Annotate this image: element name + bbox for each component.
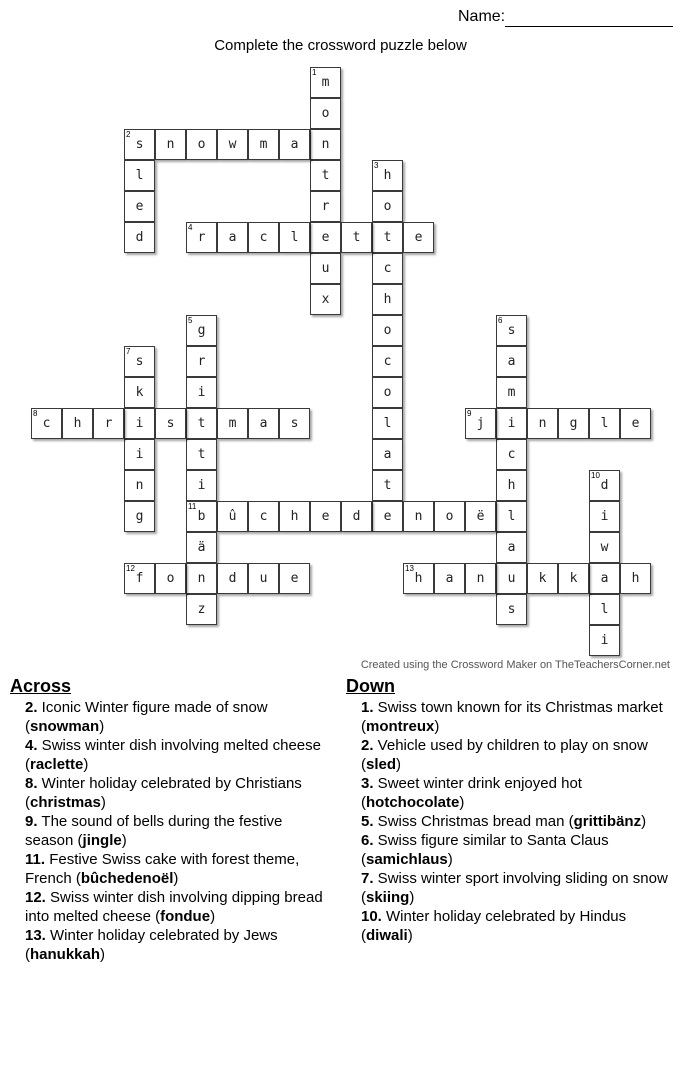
grid-cell[interactable] xyxy=(589,563,620,594)
cell-letter: m xyxy=(507,385,516,400)
clue-close: ) xyxy=(210,908,216,925)
grid-cell[interactable] xyxy=(279,563,310,594)
grid-cell[interactable] xyxy=(124,129,155,160)
grid-cell[interactable] xyxy=(124,222,155,253)
cell-letter: l xyxy=(383,416,392,431)
clue-item xyxy=(10,812,330,850)
cell-letter: o xyxy=(321,106,330,121)
grid-cell[interactable] xyxy=(124,470,155,501)
grid-cell[interactable] xyxy=(31,408,62,439)
grid-cell[interactable] xyxy=(248,222,279,253)
grid-cell[interactable] xyxy=(155,408,186,439)
grid-cell[interactable] xyxy=(186,594,217,625)
cell-letter: o xyxy=(166,571,175,586)
cell-letter: a xyxy=(228,230,237,245)
grid-cell[interactable] xyxy=(186,408,217,439)
cell-letter: t xyxy=(352,230,361,245)
grid-cell[interactable] xyxy=(186,563,217,594)
grid-cell[interactable] xyxy=(434,563,465,594)
across-heading: Across xyxy=(10,676,72,696)
cell-letter: c xyxy=(42,416,51,431)
clue-text: Winter holiday celebrated by Jews ( xyxy=(25,927,278,963)
clue-answer: raclette xyxy=(30,756,84,773)
grid-cell[interactable] xyxy=(403,222,434,253)
clue-answer: montreux xyxy=(366,718,435,735)
cell-letter: r xyxy=(104,416,113,431)
grid-cell[interactable] xyxy=(496,408,527,439)
clue-number: 11. xyxy=(25,851,46,868)
grid-cell[interactable] xyxy=(248,129,279,160)
grid-cell[interactable] xyxy=(372,253,403,284)
cell-letter: x xyxy=(321,292,330,307)
clue-text: Iconic Winter figure made of snow ( xyxy=(25,699,268,735)
clue-number: 13. xyxy=(25,927,46,944)
grid-cell[interactable] xyxy=(310,129,341,160)
clue-item xyxy=(10,736,330,774)
grid-cell[interactable] xyxy=(93,408,124,439)
cell-letter: s xyxy=(507,323,516,338)
cell-letter: i xyxy=(135,416,144,431)
clue-item xyxy=(346,698,676,736)
clue-item xyxy=(346,831,676,869)
clue-number: 12. xyxy=(25,889,46,906)
cell-letter: a xyxy=(445,571,454,586)
clue-text: Swiss winter sport involving sliding on snow ( xyxy=(361,870,668,906)
grid-cell[interactable] xyxy=(589,532,620,563)
cell-letter: n xyxy=(135,478,144,493)
grid-cell[interactable] xyxy=(217,563,248,594)
cell-letter: e xyxy=(321,509,330,524)
grid-cell[interactable] xyxy=(527,408,558,439)
cell-letter: l xyxy=(135,168,144,183)
cell-letter: t xyxy=(197,416,206,431)
cell-letter: h xyxy=(414,571,423,586)
clue-answer: snowman xyxy=(30,718,100,735)
cell-letter: o xyxy=(383,199,392,214)
clue-answer: bûchedenoël xyxy=(80,870,174,887)
cell-letter: e xyxy=(321,230,330,245)
grid-cell[interactable] xyxy=(558,563,589,594)
grid-cell[interactable] xyxy=(403,501,434,532)
grid-cell[interactable] xyxy=(248,501,279,532)
grid-cell[interactable] xyxy=(124,563,155,594)
cell-letter: h xyxy=(507,478,516,493)
grid-cell[interactable] xyxy=(496,470,527,501)
cell-letter: t xyxy=(383,230,392,245)
clue-text: Winter holiday celebrated by Christians ( xyxy=(25,775,302,811)
clue-text: Swiss winter dish involving dipping bread into melted cheese ( xyxy=(25,889,323,925)
grid-cell[interactable] xyxy=(186,532,217,563)
grid-cell[interactable] xyxy=(124,191,155,222)
grid-cell[interactable] xyxy=(496,315,527,346)
clue-number: 11 xyxy=(188,502,197,511)
cell-letter: n xyxy=(414,509,423,524)
grid-cell[interactable] xyxy=(279,129,310,160)
cell-letter: o xyxy=(197,137,206,152)
cell-letter: s xyxy=(135,354,144,369)
grid-cell[interactable] xyxy=(217,129,248,160)
grid-cell[interactable] xyxy=(372,439,403,470)
clue-text: Sweet winter drink enjoyed hot ( xyxy=(361,775,582,811)
clue-number: 7. xyxy=(361,870,374,887)
clue-item xyxy=(346,907,676,945)
cell-letter: o xyxy=(383,385,392,400)
cell-letter: n xyxy=(538,416,547,431)
cell-letter: g xyxy=(197,323,206,338)
grid-cell[interactable] xyxy=(589,470,620,501)
cell-letter: n xyxy=(476,571,485,586)
clue-answer: skiing xyxy=(366,889,410,906)
grid-cell[interactable] xyxy=(589,594,620,625)
cell-letter: c xyxy=(383,354,392,369)
grid-cell[interactable] xyxy=(155,129,186,160)
grid-cell[interactable] xyxy=(248,408,279,439)
cell-letter: f xyxy=(135,571,144,586)
cell-letter: s xyxy=(135,137,144,152)
clue-number: 8. xyxy=(25,775,38,792)
clue-close: ) xyxy=(447,851,453,868)
clue-number: 2. xyxy=(361,737,374,754)
grid-cell[interactable] xyxy=(310,160,341,191)
grid-cell[interactable] xyxy=(496,532,527,563)
cell-letter: h xyxy=(383,292,392,307)
grid-cell[interactable] xyxy=(341,222,372,253)
grid-cell[interactable] xyxy=(124,439,155,470)
clue-text: Swiss town known for its Christmas market ( xyxy=(361,699,663,735)
clue-answer: samichlaus xyxy=(366,851,448,868)
cell-letter: c xyxy=(259,230,268,245)
clue-item xyxy=(10,926,330,964)
clue-close: ) xyxy=(83,756,89,773)
grid-cell[interactable] xyxy=(310,67,341,98)
clue-close: ) xyxy=(173,870,179,887)
clue-close: ) xyxy=(99,718,105,735)
grid-cell[interactable] xyxy=(496,439,527,470)
grid-cell[interactable] xyxy=(372,222,403,253)
name-label: Name: xyxy=(458,8,506,25)
clue-item xyxy=(10,774,330,812)
clue-number: 12 xyxy=(126,564,135,573)
clue-number: 13 xyxy=(405,564,414,573)
cell-letter: s xyxy=(166,416,175,431)
grid-cell[interactable] xyxy=(589,408,620,439)
clue-item xyxy=(10,850,330,888)
clue-item xyxy=(346,736,676,774)
grid-cell[interactable] xyxy=(341,501,372,532)
across-clues xyxy=(10,676,330,964)
clue-number: 1. xyxy=(361,699,374,716)
grid-cell[interactable] xyxy=(186,315,217,346)
grid-cell[interactable] xyxy=(279,408,310,439)
cell-letter: i xyxy=(600,509,609,524)
grid-cell[interactable] xyxy=(465,408,496,439)
cell-letter: s xyxy=(507,602,516,617)
down-clue-list xyxy=(346,698,676,945)
clue-number: 4 xyxy=(188,223,193,232)
clue-number: 2. xyxy=(25,699,38,716)
clue-number: 2 xyxy=(126,130,131,139)
cell-letter: n xyxy=(321,137,330,152)
clue-number: 4. xyxy=(25,737,38,754)
clue-number: 9. xyxy=(25,813,38,830)
clue-text: Swiss figure similar to Santa Claus ( xyxy=(361,832,609,868)
cell-letter: w xyxy=(228,137,237,152)
instructions: Complete the crossword puzzle below xyxy=(214,37,467,54)
grid-cell[interactable] xyxy=(372,470,403,501)
clue-close: ) xyxy=(100,794,106,811)
grid-cell[interactable] xyxy=(186,346,217,377)
grid-cell[interactable] xyxy=(186,501,217,532)
clue-number: 6. xyxy=(361,832,374,849)
grid-cell[interactable] xyxy=(124,346,155,377)
cell-letter: u xyxy=(321,261,330,276)
cell-letter: k xyxy=(569,571,578,586)
credit-text: Created using the Crossword Maker on TheTeachersCorner.net xyxy=(360,659,670,671)
grid-cell[interactable] xyxy=(217,222,248,253)
grid-cell[interactable] xyxy=(310,191,341,222)
clue-answer: fondue xyxy=(160,908,211,925)
grid-cell[interactable] xyxy=(496,346,527,377)
clue-item xyxy=(10,888,330,926)
grid-cell[interactable] xyxy=(310,98,341,129)
cell-letter: j xyxy=(476,416,485,431)
clue-item xyxy=(346,869,676,907)
clue-close: ) xyxy=(396,756,402,773)
grid-cell[interactable] xyxy=(310,501,341,532)
cell-letter: e xyxy=(383,509,392,524)
cell-letter: m xyxy=(259,137,268,152)
clue-text: The sound of bells during the festive season ( xyxy=(25,813,283,849)
cell-letter: n xyxy=(197,571,206,586)
grid-cell[interactable] xyxy=(248,563,279,594)
grid-cell[interactable] xyxy=(372,191,403,222)
grid-cell[interactable] xyxy=(372,501,403,532)
cell-letter: o xyxy=(383,323,392,338)
clue-text: Winter holiday celebrated by Hindus ( xyxy=(361,908,627,944)
cell-letter: i xyxy=(600,633,609,648)
clue-item xyxy=(346,774,676,812)
grid-cell[interactable] xyxy=(310,253,341,284)
cell-letter: l xyxy=(600,602,609,617)
clue-number: 8 xyxy=(33,409,38,418)
cell-letter: g xyxy=(569,416,578,431)
grid-cell[interactable] xyxy=(217,408,248,439)
cell-letter: l xyxy=(507,509,516,524)
clue-text: Swiss winter dish involving melted cheese ( xyxy=(25,737,321,773)
clue-number: 9 xyxy=(467,409,472,418)
grid-cell[interactable] xyxy=(496,594,527,625)
cell-letter: a xyxy=(383,447,392,462)
grid-cell[interactable] xyxy=(310,284,341,315)
cell-letter: u xyxy=(259,571,268,586)
grid-cell[interactable] xyxy=(62,408,93,439)
grid-cell[interactable] xyxy=(496,501,527,532)
grid-cell[interactable] xyxy=(589,625,620,656)
cell-letter: t xyxy=(197,447,206,462)
clue-text: Swiss Christmas bread man ( xyxy=(373,813,574,830)
cell-letter: b xyxy=(197,509,206,524)
cell-letter: e xyxy=(414,230,423,245)
grid-cell[interactable] xyxy=(558,408,589,439)
cell-letter: i xyxy=(135,447,144,462)
grid-cell[interactable] xyxy=(310,222,341,253)
cell-letter: t xyxy=(321,168,330,183)
clue-answer: jingle xyxy=(82,832,122,849)
clue-text: Vehicle used by children to play on snow ( xyxy=(361,737,648,773)
grid-cell[interactable] xyxy=(124,501,155,532)
grid-cell[interactable] xyxy=(186,470,217,501)
cell-letter: e xyxy=(631,416,640,431)
cell-letter: ä xyxy=(197,540,206,555)
down-heading: Down xyxy=(346,676,395,696)
cell-letter: w xyxy=(600,540,609,555)
grid-cell[interactable] xyxy=(620,563,651,594)
clue-number: 5. xyxy=(361,813,374,830)
cell-letter: t xyxy=(383,478,392,493)
across-clue-list xyxy=(10,698,330,964)
grid-cell[interactable] xyxy=(279,222,310,253)
cell-letter: e xyxy=(290,571,299,586)
grid-cell[interactable] xyxy=(217,501,248,532)
clue-answer: diwali xyxy=(366,927,408,944)
grid-cell[interactable] xyxy=(465,563,496,594)
cell-letter: m xyxy=(228,416,237,431)
grid-cell[interactable] xyxy=(372,346,403,377)
clue-text: Festive Swiss cake with forest theme, French ( xyxy=(25,851,300,887)
cell-letter: d xyxy=(600,478,609,493)
cell-letter: k xyxy=(135,385,144,400)
clue-item xyxy=(10,698,330,736)
grid-cell[interactable] xyxy=(372,160,403,191)
clue-answer: hanukkah xyxy=(30,946,101,963)
cell-letter: d xyxy=(135,230,144,245)
clue-number: 10 xyxy=(591,471,600,480)
cell-letter: c xyxy=(383,261,392,276)
grid-cell[interactable] xyxy=(465,501,496,532)
cell-letter: a xyxy=(290,137,299,152)
clue-number: 1 xyxy=(312,68,317,77)
cell-letter: l xyxy=(600,416,609,431)
cell-letter: s xyxy=(290,416,299,431)
cell-letter: d xyxy=(228,571,237,586)
grid-cell[interactable] xyxy=(620,408,651,439)
grid-cell[interactable] xyxy=(186,222,217,253)
cell-letter: z xyxy=(197,602,206,617)
cell-letter: r xyxy=(197,354,206,369)
clue-close: ) xyxy=(434,718,440,735)
clue-close: ) xyxy=(121,832,127,849)
clue-close: ) xyxy=(459,794,465,811)
cell-letter: h xyxy=(631,571,640,586)
cell-letter: h xyxy=(290,509,299,524)
cell-letter: h xyxy=(73,416,82,431)
grid-cell[interactable] xyxy=(124,377,155,408)
cell-letter: m xyxy=(321,75,330,90)
cell-letter: a xyxy=(507,540,516,555)
grid-cell[interactable] xyxy=(372,408,403,439)
clue-number: 3 xyxy=(374,161,379,170)
clue-answer: hotchocolate xyxy=(366,794,460,811)
cell-letter: c xyxy=(259,509,268,524)
grid-cell[interactable] xyxy=(589,501,620,532)
clue-close: ) xyxy=(100,946,106,963)
clue-number: 5 xyxy=(188,316,193,325)
grid-cell[interactable] xyxy=(279,501,310,532)
grid-cell[interactable] xyxy=(186,439,217,470)
clue-number: 3. xyxy=(361,775,374,792)
cell-letter: û xyxy=(228,509,237,524)
grid-cell[interactable] xyxy=(372,284,403,315)
cell-letter: a xyxy=(259,416,268,431)
grid-cell[interactable] xyxy=(496,563,527,594)
clue-close: ) xyxy=(407,927,413,944)
clue-close: ) xyxy=(409,889,415,906)
grid-cell[interactable] xyxy=(527,563,558,594)
grid-cell[interactable] xyxy=(403,563,434,594)
cell-letter: l xyxy=(290,230,299,245)
clue-answer: christmas xyxy=(30,794,101,811)
clue-number: 10. xyxy=(361,908,382,925)
clue-number: 6 xyxy=(498,316,503,325)
cell-letter: a xyxy=(600,571,609,586)
cell-letter: n xyxy=(166,137,175,152)
clue-answer: sled xyxy=(366,756,397,773)
cell-letter: ë xyxy=(476,509,485,524)
grid-cell[interactable] xyxy=(124,408,155,439)
cell-letter: i xyxy=(507,416,516,431)
cell-letter: g xyxy=(135,509,144,524)
cell-letter: c xyxy=(507,447,516,462)
grid-cell[interactable] xyxy=(372,377,403,408)
cell-letter: d xyxy=(352,509,361,524)
clue-item xyxy=(346,812,676,831)
cell-letter: i xyxy=(197,478,206,493)
clue-number: 7 xyxy=(126,347,131,356)
cell-letter: i xyxy=(197,385,206,400)
down-clues xyxy=(346,676,676,945)
cell-letter: h xyxy=(383,168,392,183)
cell-letter: e xyxy=(135,199,144,214)
cell-letter: o xyxy=(445,509,454,524)
grid-cell[interactable] xyxy=(155,563,186,594)
grid-cell[interactable] xyxy=(186,377,217,408)
clue-close: ) xyxy=(641,813,647,830)
cell-letter: r xyxy=(197,230,206,245)
grid-cell[interactable] xyxy=(434,501,465,532)
cell-letter: k xyxy=(538,571,547,586)
grid-cell[interactable] xyxy=(496,377,527,408)
cell-letter: u xyxy=(507,571,516,586)
cell-letter: r xyxy=(321,199,330,214)
grid-cell[interactable] xyxy=(372,315,403,346)
clue-answer: grittibänz xyxy=(573,813,642,830)
grid-cell[interactable] xyxy=(186,129,217,160)
cell-letter: a xyxy=(507,354,516,369)
grid-cell[interactable] xyxy=(124,160,155,191)
